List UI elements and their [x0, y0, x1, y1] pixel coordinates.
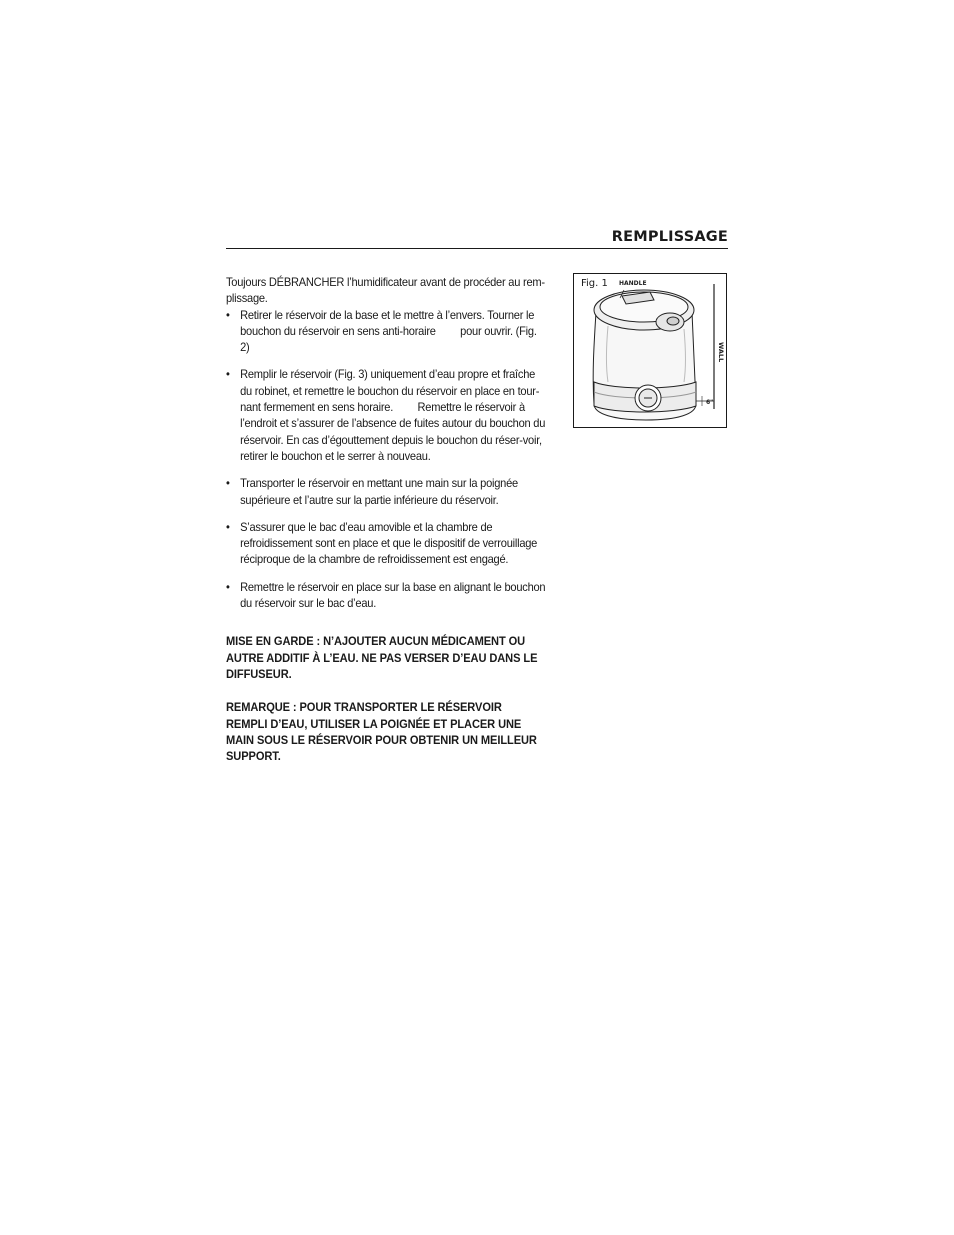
list-item: • Remettre le réservoir en place sur la base en alignant le bouchon du réservoir sur le bac d’eau.: [226, 579, 546, 612]
distance-label: 6": [706, 399, 714, 406]
wall-label: WALL: [717, 342, 725, 363]
list-item: [226, 307, 546, 356]
instructions-body: [226, 274, 546, 764]
list-item: • Transporter le réservoir en mettant une main sur la poignée supérieure et l’autre sur la partie inférieure du réservoir.: [226, 475, 546, 508]
list-item-text: Retirer le réservoir de la base et le mettre à l’envers. Tourner le bouchon du réservoir en sens anti-horaire: [240, 307, 535, 338]
note-notice: REMARQUE : POUR TRANSPORTER LE RÉSERVOIR REMPLI D’EAU, UTILISER LA POIGNÉE ET PLACER UNE MAIN SOUS LE RÉSERVOIR POUR OBTENIR UN MEILLEUR SUPPORT.: [226, 700, 537, 764]
instruction-list: [226, 307, 546, 612]
intro-paragraph: Toujours DÉBRANCHER l’humidificateur avant de procéder au rem-plissage.: [226, 275, 545, 306]
list-item-text-continued: pour ouvrir. (Fig. 2): [240, 323, 537, 355]
caution-notice: MISE EN GARDE : N’AJOUTER AUCUN MÉDICAMENT OU AUTRE ADDITIF À L’EAU. NE PAS VERSER D’EAU DANS LE DIFFUSEUR.: [226, 634, 538, 681]
list-item: • S’assurer que le bac d’eau amovible et la chambre de refroidissement sont en place et que le dispositif de verrouillage réciproque de la chambre de refroidissement est engagé.: [226, 519, 546, 568]
handle-label: HANDLE: [619, 280, 647, 287]
list-item-text: Remplir le réservoir (Fig. 3) uniquement d’eau propre et fraîche du robinet, et remettre le bouchon du réservoir en place en tour-nant fermement en sens horaire.: [240, 367, 540, 415]
list-item: [226, 366, 546, 464]
humidifier-illustration: [574, 274, 728, 429]
list-item-text-continued: Remettre le réservoir à l’endroit et s’assurer de l’absence de fuites autour du bouchon du réservoir. En cas d’égouttement depuis le bouchon du réser-voir, retirer le bouchon et le serrer à nouveau.: [240, 400, 546, 463]
heading-rule: [226, 248, 728, 249]
section-title: REMPLISSAGE: [611, 229, 728, 245]
figure-label: Fig. 1: [581, 278, 608, 289]
figure-1: [573, 273, 727, 428]
